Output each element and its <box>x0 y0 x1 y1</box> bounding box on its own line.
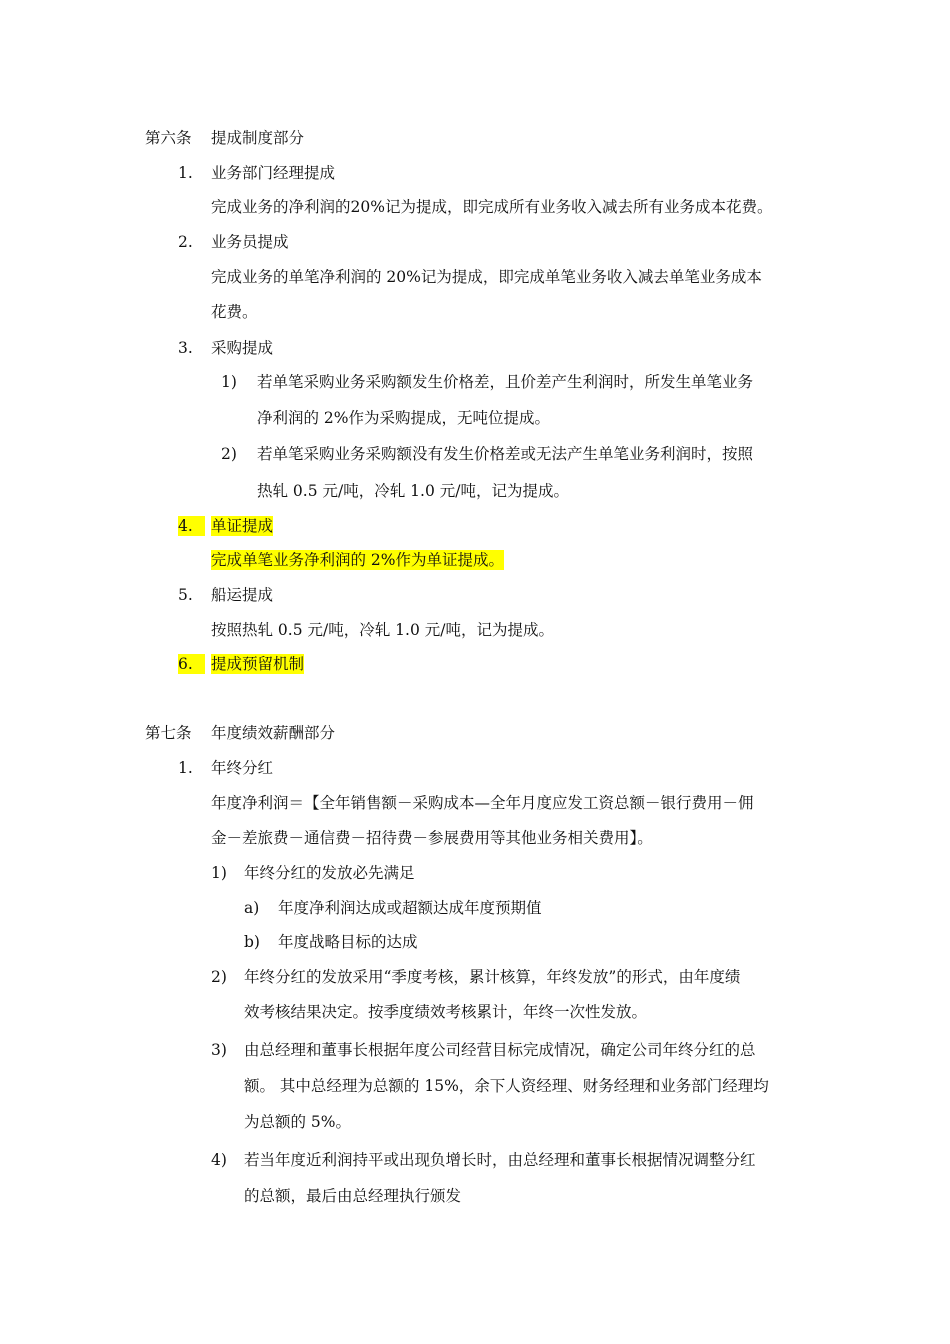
item-number: 5. <box>178 586 193 604</box>
sub-sub-item-number: b) <box>244 933 260 951</box>
item-number: 2. <box>178 233 193 251</box>
item-heading: 船运提成 <box>211 586 274 604</box>
sub-item-text: 净利润的 2%作为采购提成，无吨位提成。 <box>257 409 551 427</box>
sub-item-number: 3) <box>211 1041 227 1059</box>
item-description: 完成业务的净利润的20%记为提成，即完成所有业务收入减去所有业务成本花费。 <box>211 198 773 216</box>
item-number-highlighted: 6. <box>178 654 205 674</box>
sub-item-text: 额。 其中总经理为总额的 15%，余下人资经理、财务经理和业务部门经理均 <box>244 1077 769 1095</box>
item-description: 完成业务的单笔净利润的 20%记为提成，即完成单笔业务收入减去单笔业务成本 <box>211 268 762 286</box>
sub-sub-item-text: 年度净利润达成或超额达成年度预期值 <box>278 899 542 917</box>
item-number: 3. <box>178 339 193 357</box>
formula-text: 金－差旅费－通信费－招待费－参展费用等其他业务相关费用】。 <box>211 829 653 847</box>
sub-item-text: 的总额，最后由总经理执行颁发 <box>244 1187 462 1205</box>
item-heading: 业务员提成 <box>211 233 289 251</box>
sub-item-number: 2) <box>211 968 227 986</box>
item-description: 花费。 <box>211 303 258 321</box>
item-number-highlighted: 4. <box>178 516 205 536</box>
article-6-number: 第六条 <box>145 129 192 147</box>
sub-item-number: 1) <box>221 373 237 391</box>
sub-item-text: 若单笔采购业务采购额发生价格差，且价差产生利润时，所发生单笔业务 <box>257 373 754 391</box>
item-heading: 采购提成 <box>211 339 274 357</box>
item-number: 1. <box>178 759 193 777</box>
item-description: 按照热轧 0.5 元/吨，冷轧 1.0 元/吨，记为提成。 <box>211 621 554 639</box>
sub-item-text: 由总经理和董事长根据年度公司经营目标完成情况，确定公司年终分红的总 <box>244 1041 756 1059</box>
sub-item-text: 效考核结果决定。按季度绩效考核累计，年终一次性发放。 <box>244 1003 648 1021</box>
formula-text: 年度净利润＝【全年销售额－采购成本—全年月度应发工资总额－银行费用－佣 <box>211 794 754 812</box>
sub-item-number: 1) <box>211 864 227 882</box>
sub-item-text: 若单笔采购业务采购额没有发生价格差或无法产生单笔业务利润时，按照 <box>257 445 754 463</box>
item-heading-highlighted: 单证提成 <box>211 517 274 535</box>
sub-sub-item-text: 年度战略目标的达成 <box>278 933 418 951</box>
sub-item-text: 年终分红的发放采用“季度考核，累计核算，年终发放”的形式，由年度绩 <box>244 968 741 986</box>
item-heading-highlighted: 提成预留机制 <box>211 655 305 673</box>
item-description-highlighted: 完成单笔业务净利润的 2%作为单证提成。 <box>211 551 505 569</box>
sub-item-number: 4) <box>211 1151 227 1169</box>
item-heading: 年终分红 <box>211 759 274 777</box>
item-number: 1. <box>178 164 193 182</box>
article-6-title: 提成制度部分 <box>211 129 305 147</box>
article-7-number: 第七条 <box>145 724 192 742</box>
article-7-title: 年度绩效薪酬部分 <box>211 724 336 742</box>
sub-item-text: 热轧 0.5 元/吨，冷轧 1.0 元/吨，记为提成。 <box>257 482 569 500</box>
sub-sub-item-number: a) <box>244 899 260 917</box>
sub-item-text: 为总额的 5%。 <box>244 1113 352 1131</box>
sub-item-text: 若当年度近利润持平或出现负增长时，由总经理和董事长根据情况调整分红 <box>244 1151 756 1169</box>
sub-item-number: 2) <box>221 445 237 463</box>
sub-item-text: 年终分红的发放必先满足 <box>244 864 415 882</box>
item-heading: 业务部门经理提成 <box>211 164 336 182</box>
